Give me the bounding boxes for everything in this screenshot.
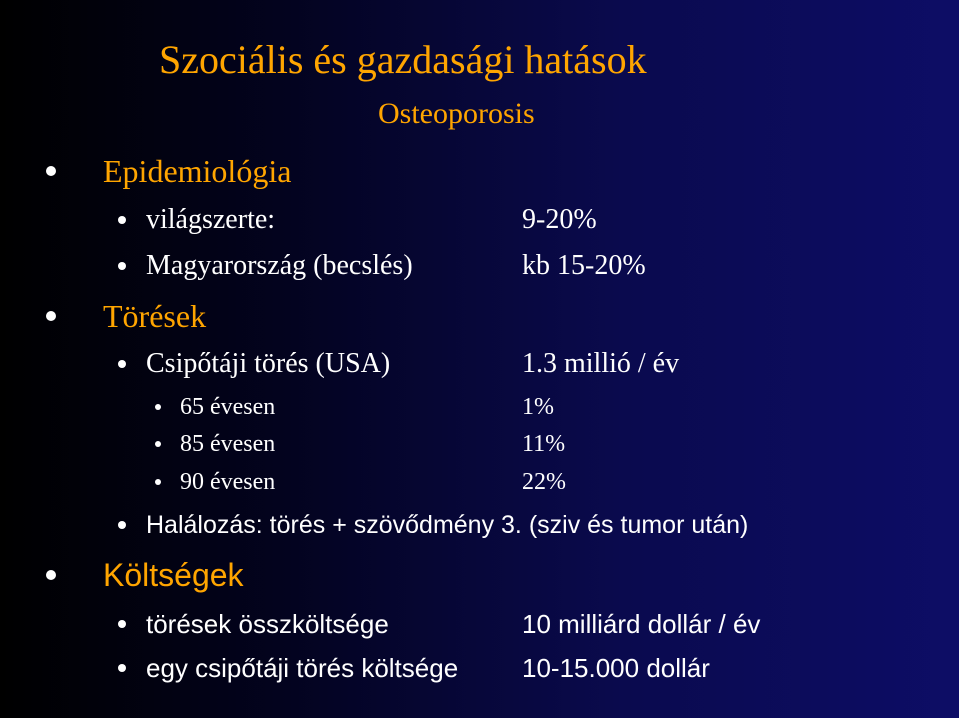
section-heading-costs: Költségek bbox=[103, 557, 244, 593]
bullet-icon bbox=[118, 664, 126, 672]
bullet-icon bbox=[118, 521, 126, 529]
item-label: törések összköltsége bbox=[146, 609, 389, 639]
item-value: 1% bbox=[522, 394, 554, 420]
bullet-icon bbox=[118, 620, 126, 628]
bullet-icon bbox=[46, 570, 56, 580]
item-label: világszerte: bbox=[146, 204, 276, 235]
item-label: 65 évesen bbox=[180, 394, 276, 420]
item-value: 22% bbox=[522, 469, 566, 495]
section-heading-epidemiology: Epidemiológia bbox=[103, 153, 292, 189]
item-value: kb 15-20% bbox=[522, 250, 646, 281]
item-label: 90 évesen bbox=[180, 469, 276, 495]
bullet-icon bbox=[155, 404, 161, 410]
bullet-icon bbox=[118, 262, 126, 270]
bullet-icon bbox=[46, 166, 56, 176]
slide-title: Szociális és gazdasági hatások bbox=[159, 37, 647, 82]
item-label: Csipőtáji törés (USA) bbox=[146, 348, 391, 379]
item-value: 10 milliárd dollár / év bbox=[522, 609, 761, 639]
bullet-icon bbox=[155, 479, 161, 485]
item-label: Magyarország (becslés) bbox=[146, 250, 413, 281]
item-value: 1.3 millió / év bbox=[522, 348, 680, 379]
bullet-icon bbox=[155, 441, 161, 447]
item-label: egy csipőtáji törés költsége bbox=[146, 653, 459, 683]
mortality-text: Halálozás: törés + szövődmény 3. (sziv és tumor után) bbox=[146, 511, 749, 539]
item-value: 9-20% bbox=[522, 204, 597, 235]
item-value: 10-15.000 dollár bbox=[522, 653, 710, 683]
bullet-icon bbox=[46, 311, 56, 321]
section-heading-fractures: Törések bbox=[103, 298, 207, 334]
bullet-icon bbox=[118, 216, 126, 224]
bullet-icon bbox=[118, 360, 126, 368]
item-value: 11% bbox=[522, 431, 566, 457]
item-label: 85 évesen bbox=[180, 431, 276, 457]
slide-subtitle: Osteoporosis bbox=[378, 97, 535, 130]
